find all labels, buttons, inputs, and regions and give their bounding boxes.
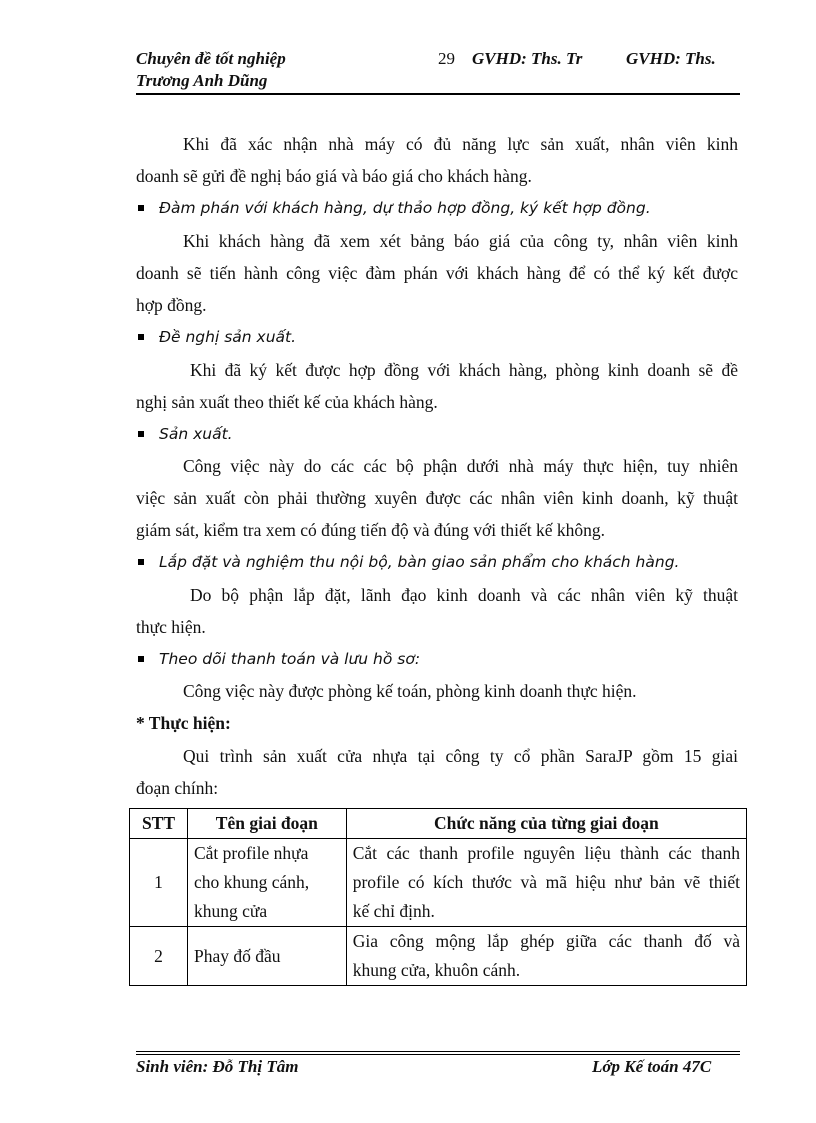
cell-line: khung cửa, khuôn cánh.	[352, 960, 521, 980]
stages-table	[129, 808, 747, 986]
header-page-number: 29	[438, 49, 455, 68]
bullet-text: Đề nghị sản xuất.	[159, 328, 297, 346]
section-heading: * Thực hiện:	[136, 713, 231, 733]
paragraph-line: đoạn chính:	[136, 778, 219, 798]
paragraph-line: Khi đã ký kết được hợp đồng với khách hàng, phòng kinh doanh sẽ đề	[190, 360, 738, 380]
bullet-item	[136, 423, 233, 445]
cell-line: Gia công mộng lắp ghép giữa các thanh đố và	[352, 931, 740, 951]
bullet-text: Sản xuất.	[159, 425, 233, 443]
column-header-stage-function: Chức năng của từng giai đoạn	[346, 809, 746, 839]
footer-rule	[136, 1051, 740, 1052]
column-header-stage-name: Tên giai đoạn	[187, 809, 346, 839]
header-rule	[136, 93, 740, 95]
header-author: Trương Anh Dũng	[136, 71, 268, 90]
footer-class: Lớp Kế toán 47C	[592, 1057, 712, 1076]
paragraph-line: Công việc này do các các bộ phận dưới nhà máy thực hiện, tuy nhiên	[183, 456, 738, 476]
table-row	[130, 927, 747, 986]
footer-rule	[136, 1054, 740, 1055]
paragraph-line: Công việc này được phòng kế toán, phòng kinh doanh thực hiện.	[183, 681, 637, 701]
bullet-item	[136, 197, 651, 219]
cell-stt: 1	[130, 839, 188, 927]
cell-line: Phay đố đầu	[193, 945, 281, 966]
table-row	[130, 839, 747, 927]
cell-line: profile có kích thước và mã hiệu như bản vẽ thiết	[352, 872, 740, 892]
cell-line: Cắt profile nhựa	[193, 843, 309, 863]
paragraph-line: doanh sẽ gửi đề nghị báo giá và báo giá cho khách hàng.	[136, 166, 532, 186]
cell-line: cho khung cánh,	[193, 872, 310, 892]
square-bullet-icon	[138, 205, 144, 211]
cell-stage-function	[346, 927, 746, 986]
bullet-item	[136, 648, 420, 670]
cell-line: Cắt các thanh profile nguyên liệu thành các thanh	[352, 843, 740, 863]
paragraph-line: giám sát, kiểm tra xem có đúng tiến độ và đúng với thiết kế không.	[136, 520, 606, 540]
paragraph-line: nghị sản xuất theo thiết kế của khách hàng.	[136, 392, 438, 412]
cell-stage-name	[187, 839, 346, 927]
column-header-stt: STT	[130, 809, 188, 839]
cell-line: khung cửa	[193, 901, 268, 921]
paragraph-line: Do bộ phận lắp đặt, lãnh đạo kinh doanh và các nhân viên kỹ thuật	[190, 585, 738, 605]
bullet-item	[136, 551, 679, 573]
paragraph-line: thực hiện.	[136, 617, 206, 637]
paragraph-line: Khi khách hàng đã xem xét bảng báo giá của công ty, nhân viên kinh	[183, 231, 738, 251]
paragraph-line: việc sản xuất còn phải thường xuyên được các nhân viên kinh doanh, kỹ thuật	[136, 488, 738, 508]
paragraph-line: doanh sẽ tiến hành công việc đàm phán với khách hàng để có thể ký kết được	[136, 263, 738, 283]
header-topic: Chuyên đề tốt nghiệp	[136, 49, 286, 68]
paragraph-line: Khi đã xác nhận nhà máy có đủ năng lực sản xuất, nhân viên kinh	[183, 134, 738, 154]
bullet-text: Lắp đặt và nghiệm thu nội bộ, bàn giao sản phẩm cho khách hàng.	[159, 553, 680, 571]
header-advisor-2: GVHD: Ths.	[626, 49, 716, 68]
square-bullet-icon	[138, 334, 144, 340]
square-bullet-icon	[138, 559, 144, 565]
paragraph-line: Qui trình sản xuất cửa nhựa tại công ty cổ phần SaraJP gồm 15 giai	[183, 746, 738, 766]
bullet-text: Đàm phán với khách hàng, dự thảo hợp đồng, ký kết hợp đồng.	[159, 199, 651, 217]
footer-student: Sinh viên: Đỗ Thị Tâm	[136, 1057, 299, 1076]
cell-line: kế chỉ định.	[352, 901, 435, 921]
header-advisor-1: GVHD: Ths. Tr	[472, 49, 583, 68]
square-bullet-icon	[138, 656, 144, 662]
cell-stage-function	[346, 839, 746, 927]
cell-stage-name	[187, 927, 346, 986]
cell-stt: 2	[130, 927, 188, 986]
square-bullet-icon	[138, 431, 144, 437]
table-header-row	[130, 809, 747, 839]
bullet-item	[136, 326, 296, 348]
bullet-text: Theo dõi thanh toán và lưu hồ sơ:	[159, 650, 421, 668]
paragraph-line: hợp đồng.	[136, 295, 207, 315]
